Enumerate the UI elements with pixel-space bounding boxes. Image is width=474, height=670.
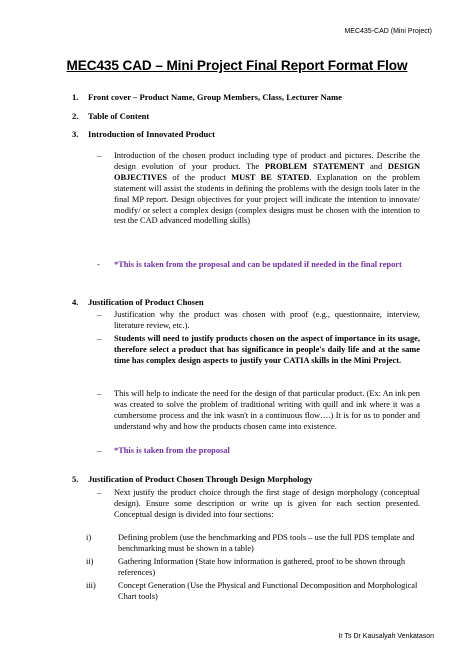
list-numeral: ii) xyxy=(86,557,94,566)
paragraph-body: Justification why the product was chosen with proof (e.g., questionnaire, interview, literature review, etc.). xyxy=(114,310,420,330)
paragraph-body: Next justify the product choice through the first stage of design morphology (conceptual design). Ensure some description or write up is given for each section presented. Conceptual design is divided into four sections: xyxy=(114,488,420,519)
section-text: Justification of Product Chosen Through Design Morphology xyxy=(88,474,313,484)
header-code: MEC435-CAD (Mini Project) xyxy=(344,28,432,35)
bullet-dash: - xyxy=(97,260,100,269)
section-text: Front cover – Product Name, Group Members, Class, Lecturer Name xyxy=(88,92,342,102)
bullet-dash: – xyxy=(97,151,102,160)
section-number: 5. xyxy=(72,474,79,484)
document-title: MEC435 CAD – Mini Project Final Report Format Flow xyxy=(66,58,408,73)
bullet-dash: – xyxy=(97,334,102,343)
list-item-text: Defining problem (use the benchmarking and PDS tools – use the full PDS template and benchmarking must be shown in a table) xyxy=(118,533,415,553)
section-text: Introduction of Innovated Product xyxy=(88,129,215,139)
section-number: 1. xyxy=(72,92,79,102)
list-numeral: i) xyxy=(86,533,92,542)
note-text: *This is taken from the proposal xyxy=(114,446,230,455)
section-text: Table of Content xyxy=(88,111,150,121)
bullet-dash: – xyxy=(97,446,102,455)
list-item-text: Gathering Information (State how information is gathered, proof to be shown through references) xyxy=(118,557,406,577)
bullet-dash: – xyxy=(97,310,102,319)
list-item-text: Concept Generation (Use the Physical and Functional Decomposition and Morphological Chart tools) xyxy=(118,581,418,601)
section-number: 2. xyxy=(72,111,79,121)
paragraph-body: Students will need to justify products chosen on the aspect of importance in its usage, therefore select a product that has significance in people's daily life and at the same time has complex design aspects to justify your CATIA skills in the Mini Project. xyxy=(114,334,420,365)
note-text: *This is taken from the proposal and can be updated if needed in the final report xyxy=(114,260,402,269)
list-numeral: iii) xyxy=(86,581,96,590)
paragraph-body: Introduction of the chosen product including type of product and pictures. Describe the design evolution of your product. The PROBLEM STATEMENT and DESIGN OBJECTIVES of the product MUST BE STATED. Explanation on the problem statement will assist the students in defining the problems with the design tools later in the final MP report. Design objectives for your project will indicate the intention to innovate/ modify/ or select a complex design (complex designs must be chosen with the intention to test the CAD advanced modelling skills) xyxy=(114,151,421,226)
paragraph-body: This will help to indicate the need for the design of that particular product. (Ex: An ink pen was created to solve the problem of traditional writing with quill and ink where it was a cumbersome process and the ink wasn't in a continuous flow….) It is for us to ponder and understand why and how the products chosen came into existence. xyxy=(114,389,420,431)
bullet-dash: – xyxy=(97,488,102,497)
section-number: 3. xyxy=(72,129,79,139)
section-text: Justification of Product Chosen xyxy=(88,297,204,307)
footer-author: Ir Ts Dr Kausalyah Venkatason xyxy=(338,633,434,640)
bullet-dash: – xyxy=(97,389,102,398)
section-number: 4. xyxy=(72,297,79,307)
